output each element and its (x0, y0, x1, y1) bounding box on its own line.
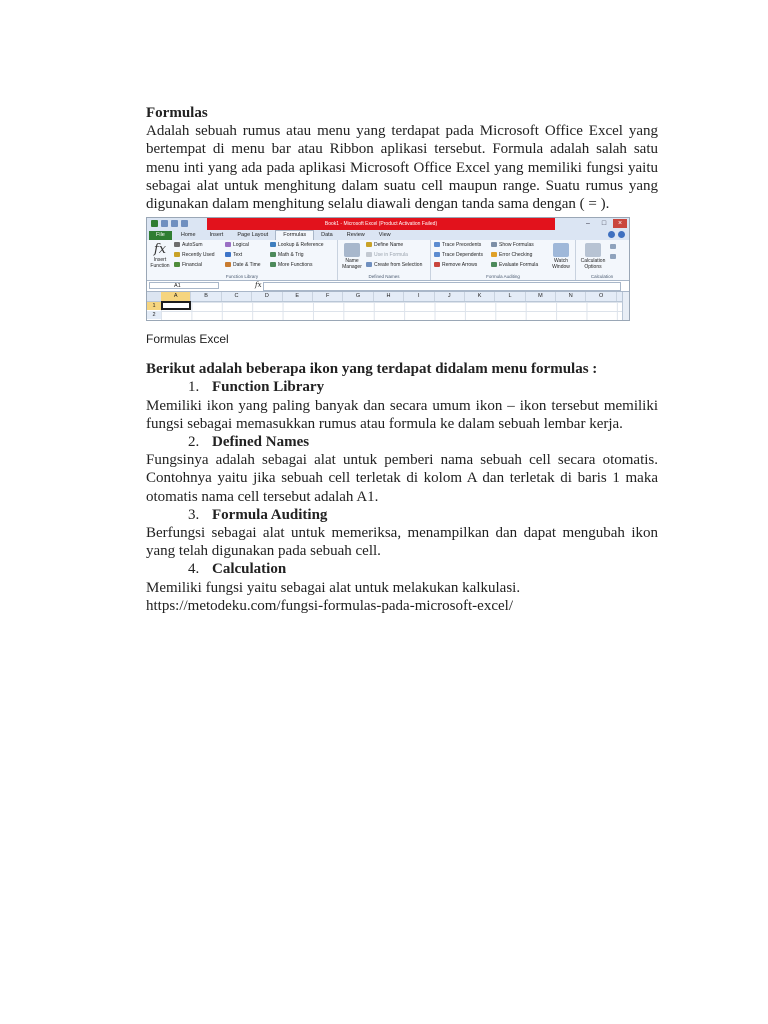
column-header: B (191, 292, 221, 301)
evaluate-formula-icon (491, 262, 497, 267)
more-functions-button: More Functions (270, 262, 312, 269)
item-title: Calculation (212, 561, 287, 578)
lookup-icon (270, 242, 276, 247)
column-header: D (252, 292, 282, 301)
item-description: Berfungsi sebagai alat untuk memeriksa, menampilkan dan dapat mengubah ikon yang telah digunakan pada sebuah cell. (146, 525, 658, 560)
feature-list (146, 378, 658, 596)
formula-input (263, 282, 621, 291)
insert-function-button: fx Insert Function (150, 242, 170, 270)
window-controls (581, 219, 627, 228)
figure-caption: Formulas Excel (146, 332, 229, 347)
column-header: E (283, 292, 313, 301)
tab-review: Review (346, 232, 365, 239)
ribbon-tabs (147, 230, 629, 240)
tab-view: View (378, 232, 391, 239)
name-manager-icon (344, 243, 360, 257)
error-checking-button: Error Checking (491, 252, 532, 259)
fx-icon: fx (255, 281, 262, 290)
column-header: I (404, 292, 434, 301)
group-function-library (147, 240, 338, 280)
section-title: Formulas (146, 105, 208, 121)
show-formulas-button: Show Formulas (491, 242, 534, 249)
remove-arrows-icon (434, 262, 440, 267)
document-body (146, 104, 658, 615)
tab-page-layout: Page Layout (237, 232, 269, 239)
use-in-formula-button: Use in Formula (366, 252, 408, 259)
item-title: Defined Names (212, 434, 310, 451)
tab-home: Home (180, 232, 196, 239)
cell-gridlines (161, 302, 623, 320)
trace-dependents-button: Trace Dependents (434, 252, 483, 259)
quick-access-toolbar (151, 220, 207, 228)
excel-logo-icon (151, 220, 158, 227)
tab-file: File (149, 231, 172, 240)
trace-dependents-icon (434, 252, 440, 257)
item-number: 2. (188, 434, 200, 451)
worksheet-grid (147, 292, 629, 320)
calculate-sheet-icon (610, 254, 616, 259)
vertical-scrollbar (622, 292, 629, 320)
watch-window-button: Watch Window (549, 243, 573, 270)
column-header: G (343, 292, 373, 301)
recently-used-button: Recently Used (174, 252, 215, 259)
create-from-selection-icon (366, 262, 372, 267)
item-description: Memiliki ikon yang paling banyak dan secara umum ikon – ikon tersebut memiliki fungsi sebagai memasukkan rumus atau formula ke dalam sebuah lembar kerja. (146, 397, 658, 432)
text-icon (225, 252, 231, 257)
excel-screenshot (146, 217, 630, 321)
trace-precedents-button: Trace Precedents (434, 242, 481, 249)
item-number: 3. (188, 506, 200, 523)
tab-data: Data (321, 232, 333, 239)
minimize-icon: – (586, 220, 590, 228)
math-trig-button: Math & Trig (270, 252, 304, 259)
maximize-icon: □ (601, 220, 607, 228)
item-description: Fungsinya adalah sebagai alat untuk pemberi nama sebuah cell secara otomatis. Contohnya yaitu jika sebuah cell terletak di kolom A dan terletak di baris 1 maka otomatis nama cell tersebut adalah A1. (146, 452, 658, 505)
column-header: C (222, 292, 252, 301)
undo-icon (171, 220, 178, 227)
group-calculation (576, 240, 628, 280)
item-number: 4. (188, 561, 200, 578)
window-title: Book1 - Microsoft Excel (Product Activation Failed) (207, 218, 555, 230)
calculate-now-button (610, 244, 618, 251)
autosum-button: AutoSum (174, 242, 203, 249)
item-number: 1. (188, 379, 200, 396)
item-description: Memiliki fungsi yaitu sebagai alat untuk melakukan kalkulasi. (146, 579, 521, 596)
financial-button: Financial (174, 262, 202, 269)
active-cell-a1 (161, 301, 191, 310)
save-icon (161, 220, 168, 227)
list-item-calculation (146, 560, 658, 578)
column-header: O (586, 292, 616, 301)
help-icon (618, 231, 625, 238)
item-title: Formula Auditing (212, 506, 328, 523)
insert-function-icon: fx (153, 242, 167, 258)
column-header: H (374, 292, 404, 301)
column-header: A (161, 292, 191, 301)
name-manager-button: Name Manager (340, 243, 364, 270)
list-item-formula-auditing (146, 506, 658, 524)
financial-icon (174, 262, 180, 267)
calendar-icon (225, 262, 231, 267)
intro-paragraph: Adalah sebuah rumus atau menu yang terdapat pada Microsoft Office Excel yang bertempat di menu bar atau Ribbon aplikasi tersebut. Formula adalah salah satu menu inti yang ada pada aplikasi Microsoft Office Excel yang memiliki fungsi yaitu sebagai alat untuk menghitung dalam suatu cell maupun range. Suatu rumus yang digunakan dalam menghitung selalu diawali dengan tanda sama dengan ( = ). (146, 123, 658, 213)
error-checking-icon (491, 252, 497, 257)
more-functions-icon (270, 262, 276, 267)
excel-title-bar (147, 218, 629, 230)
create-from-selection-button: Create from Selection (366, 262, 422, 269)
evaluate-formula-button: Evaluate Formula (491, 262, 538, 269)
ribbon-collapse-icon (608, 231, 615, 238)
show-formulas-icon (491, 242, 497, 247)
math-icon (270, 252, 276, 257)
tab-formulas: Formulas (275, 230, 314, 240)
select-all-corner (147, 292, 162, 302)
use-in-formula-icon (366, 252, 372, 257)
name-box: A1 (149, 282, 219, 289)
item-title: Function Library (212, 379, 325, 396)
close-icon: × (613, 219, 627, 228)
define-name-button: Define Name (366, 242, 403, 249)
remove-arrows-button: Remove Arrows (434, 262, 477, 269)
row-header: 1 (147, 302, 162, 310)
sigma-icon (174, 242, 180, 247)
calculate-sheet-button (610, 254, 618, 261)
date-time-button: Date & Time (225, 262, 261, 269)
calculator-icon (585, 243, 601, 257)
group-label: Calculation (590, 274, 614, 280)
lookup-reference-button: Lookup & Reference (270, 242, 324, 249)
group-defined-names (338, 240, 431, 280)
column-header: M (526, 292, 556, 301)
column-headers (161, 292, 623, 302)
group-label: Function Library (225, 274, 259, 280)
group-label: Defined Names (368, 274, 400, 280)
column-header: K (465, 292, 495, 301)
redo-icon (181, 220, 188, 227)
calculation-options-button: Calculation Options (578, 243, 608, 270)
column-header: J (435, 292, 465, 301)
group-label: Formula Auditing (486, 274, 520, 280)
formulas-ribbon (147, 240, 629, 281)
tag-icon (366, 242, 372, 247)
column-header: L (495, 292, 525, 301)
tab-insert: Insert (209, 232, 224, 239)
list-intro: Berikut adalah beberapa ikon yang terdapat didalam menu formulas : (146, 361, 598, 378)
text-button: Text (225, 252, 242, 259)
help-controls (608, 231, 625, 238)
source-link[interactable]: https://metodeku.com/fungsi-formulas-pada-microsoft-excel/ (146, 597, 513, 614)
logical-icon (225, 242, 231, 247)
formula-bar (147, 281, 629, 292)
trace-precedents-icon (434, 242, 440, 247)
logical-button: Logical (225, 242, 249, 249)
list-item-function-library (146, 378, 658, 396)
column-header: N (556, 292, 586, 301)
group-formula-auditing (431, 240, 576, 280)
list-item-defined-names (146, 433, 658, 451)
calculate-now-icon (610, 244, 616, 249)
watch-window-icon (553, 243, 569, 257)
row-header: 2 (147, 311, 162, 319)
star-icon (174, 252, 180, 257)
column-header: F (313, 292, 343, 301)
